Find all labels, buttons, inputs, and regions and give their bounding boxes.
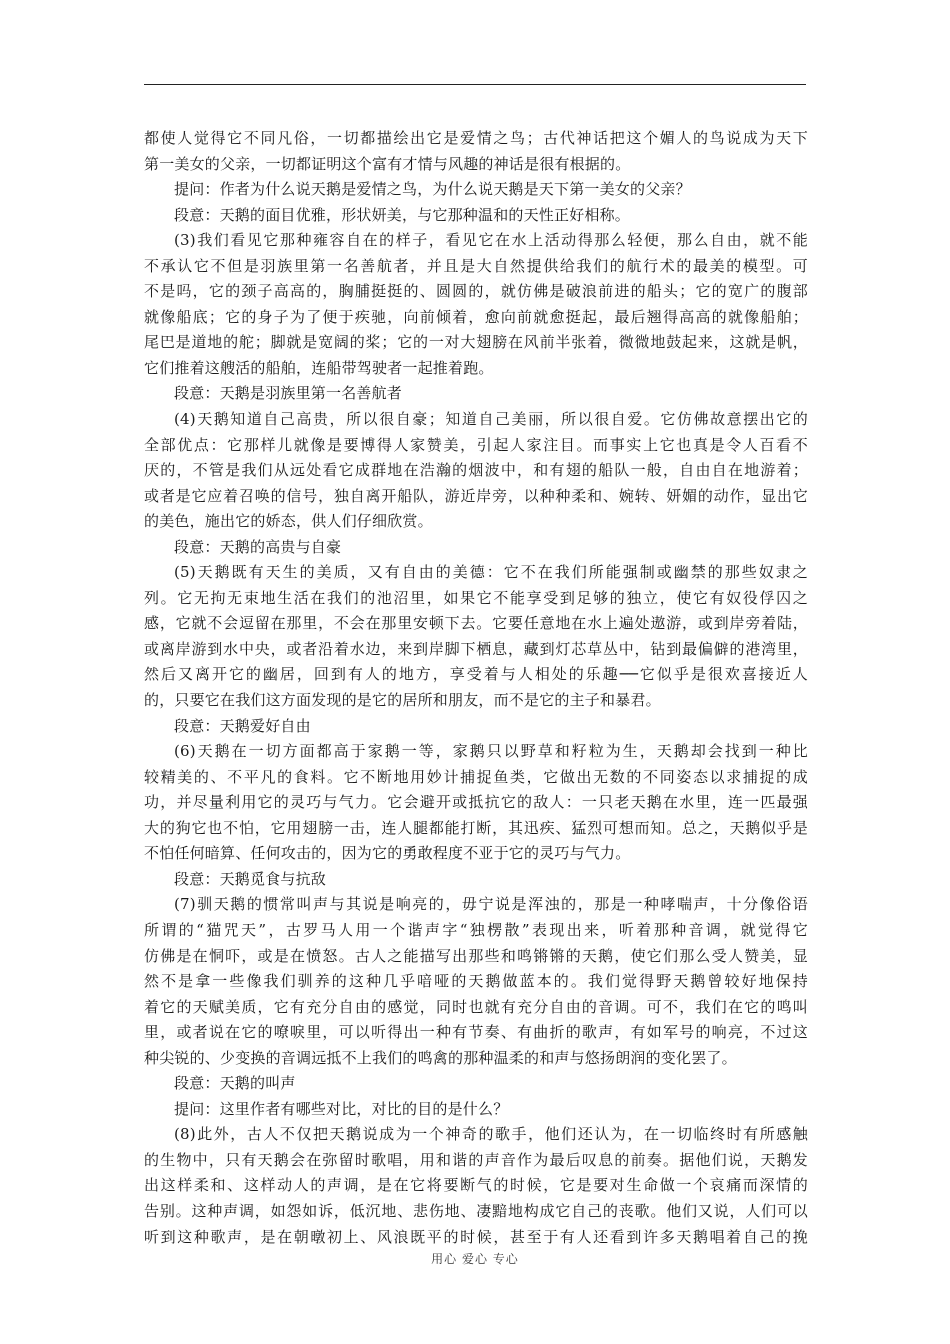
text-line: 不怕任何暗算、任何攻击的，因为它的勇敢程度不亚于它的灵巧与气力。 (144, 844, 631, 863)
text-line: 厌的，不管是我们从远处看它成群地在浩瀚的烟波中，和有翅的船队一般，自由自在地游着； (144, 461, 808, 480)
text-line: 出这样柔和、这样动人的声调，是在它将要断气的时候，它是要对生命做一个哀痛而深情的 (144, 1176, 808, 1195)
text-line: 然后又离开它的幽居，回到有人的地方，享受着与人相处的乐趣──它似乎是很欢喜接近人 (144, 665, 808, 684)
header-rule (144, 84, 806, 85)
text-line: 都使人觉得它不同凡俗，一切都描绘出它是爱情之鸟；古代神话把这个媚人的鸟说成为天下 (144, 129, 808, 147)
document-body (144, 126, 808, 1250)
text-line: 感，它就不会逗留在那里，不会在那里安顿下去。它要任意地在水上遍处遨游，或到岸旁着陆， (144, 614, 808, 633)
text-line: 或者是它应着召唤的信号，独自离开船队，游近岸旁，以种种柔和、婉转、妍媚的动作，显出它 (144, 486, 808, 505)
text-line: 较精美的、不平凡的食料。它不断地用妙计捕捉鱼类，它做出无数的不同姿态以求捕捉的成 (144, 767, 808, 786)
text-line: (6)天鹅在一切方面都高于家鹅一等，家鹅只以野草和籽粒为生，天鹅却会找到一种比 (174, 742, 808, 761)
text-line: 段意：天鹅爱好自由 (174, 716, 311, 735)
page-footer: 用心 爱心 专心 (431, 1252, 519, 1266)
text-line: 着它的天赋美质，它有充分自由的感觉，同时也就有充分自由的音调。可不，我们在它的鸣叫 (144, 997, 808, 1016)
text-line: 然不是拿一些像我们驯养的这种几乎喑哑的天鹅做蓝本的。我们觉得野天鹅曾较好地保持 (144, 972, 808, 991)
text-line: 段意：天鹅的高贵与自豪 (174, 537, 342, 556)
text-line: 的美色，施出它的娇态，供人们仔细欣赏。 (144, 512, 433, 531)
text-line: 全部优点：它那样儿就像是要博得人家赞美，引起人家注目。而事实上它也真是令人百看不 (144, 435, 808, 454)
text-line: 种尖锐的、少变换的音调远抵不上我们的鸣禽的那种温柔的和声与悠扬朗润的变化罢了。 (144, 1048, 737, 1067)
text-line: (4)天鹅知道自己高贵，所以很自豪；知道自己美丽，所以很自爱。它仿佛故意摆出它的 (174, 410, 808, 429)
text-line: 尾巴是道地的舵；脚就是宽阔的桨；它的一对大翅膀在风前半张着，微微地鼓起来，这就是帆， (144, 333, 808, 352)
text-line: 大的狗它也不怕，它用翅膀一击，连人腿都能打断，其迅疾、猛烈可想而知。总之，天鹅似乎是 (144, 818, 808, 837)
text-line: 里，或者说在它的嘹唳里，可以听得出一种有节奏、有曲折的歌声，有如军号的响亮，不过这 (144, 1023, 808, 1042)
text-line: (3)我们看见它那种雍容自在的样子，看见它在水上活动得那么轻便，那么自由，就不能 (174, 231, 808, 250)
text-line: 段意：天鹅觅食与抗敌 (174, 869, 327, 888)
text-line: 第一美女的父亲，一切都证明这个富有才情与风趣的神话是很有根据的。 (144, 154, 631, 173)
text-line: 段意：天鹅的面目优雅，形状妍美，与它那种温和的天性正好相称。 (174, 205, 631, 224)
text-line: 就像船底；它的身子为了便于疾驰，向前倾着，愈向前就愈挺起，最后翘得高高的就像船舶； (144, 307, 808, 326)
text-line: (7)驯天鹅的惯常叫声与其说是响亮的，毋宁说是浑浊的，那是一种哮喘声，十分像俗语 (174, 895, 808, 914)
text-line: 听到这种歌声，是在朝暾初上、风浪既平的时候，甚至于有人还看到许多天鹅唱着自己的挽 (144, 1227, 808, 1246)
text-line: 告别。这种声调，如怨如诉，低沉地、悲伤地、凄黯地构成它自己的丧歌。他们又说，人们可以 (144, 1201, 808, 1220)
text-line: 提问：这里作者有哪些对比，对比的目的是什么？ (174, 1099, 509, 1118)
text-line: 段意：天鹅的叫声 (174, 1074, 296, 1093)
text-line: 它们推着这艘活的船舶，连船带驾驶者一起推着跑。 (144, 358, 494, 377)
text-line: (5)天鹅既有天生的美质，又有自由的美德：它不在我们所能强制或幽禁的那些奴隶之 (174, 563, 808, 582)
text-line: 功，并尽量利用它的灵巧与气力。它会避开或抵抗它的敌人：一只老天鹅在水里，连一匹最强 (144, 793, 808, 812)
text-line: 或离岸游到水中央，或者沿着水边，来到岸脚下栖息，藏到灯芯草丛中，钻到最偏僻的港湾里， (144, 639, 808, 658)
text-line: 不是吗，它的颈子高高的，胸脯挺挺的、圆圆的，就仿佛是破浪前进的船头；它的宽广的腹部 (144, 282, 808, 301)
text-line: 的生物中，只有天鹅会在弥留时歌唱，用和谐的声音作为最后叹息的前奏。据他们说，天鹅发 (144, 1150, 808, 1169)
text-line: 仿佛是在恫吓，或是在愤怒。古人之能描写出那些和鸣锵锵的天鹅，使它们那么受人赞美，显 (144, 946, 808, 965)
text-line: (8)此外，古人不仅把天鹅说成为一个神奇的歌手，他们还认为，在一切临终时有所感触 (174, 1125, 808, 1144)
text-line: 提问：作者为什么说天鹅是爱情之鸟，为什么说天鹅是天下第一美女的父亲？ (174, 180, 691, 199)
text-line: 列。它无拘无束地生活在我们的池沼里，如果它不能享受到足够的独立，使它有奴役俘囚之 (144, 588, 808, 607)
text-line: 不承认它不但是羽族里第一名善航者，并且是大自然提供给我们的航行术的最美的模型。可 (144, 256, 808, 275)
text-line: 所谓的“猫咒天”，古罗马人用一个谐声字“独楞散”表现出来，听着那种音调，就觉得它 (144, 920, 808, 939)
text-line: 段意：天鹅是羽族里第一名善航者 (174, 384, 403, 403)
text-line: 的，只要它在我们这方面发现的是它的居所和朋友，而不是它的主子和暴君。 (144, 691, 661, 710)
